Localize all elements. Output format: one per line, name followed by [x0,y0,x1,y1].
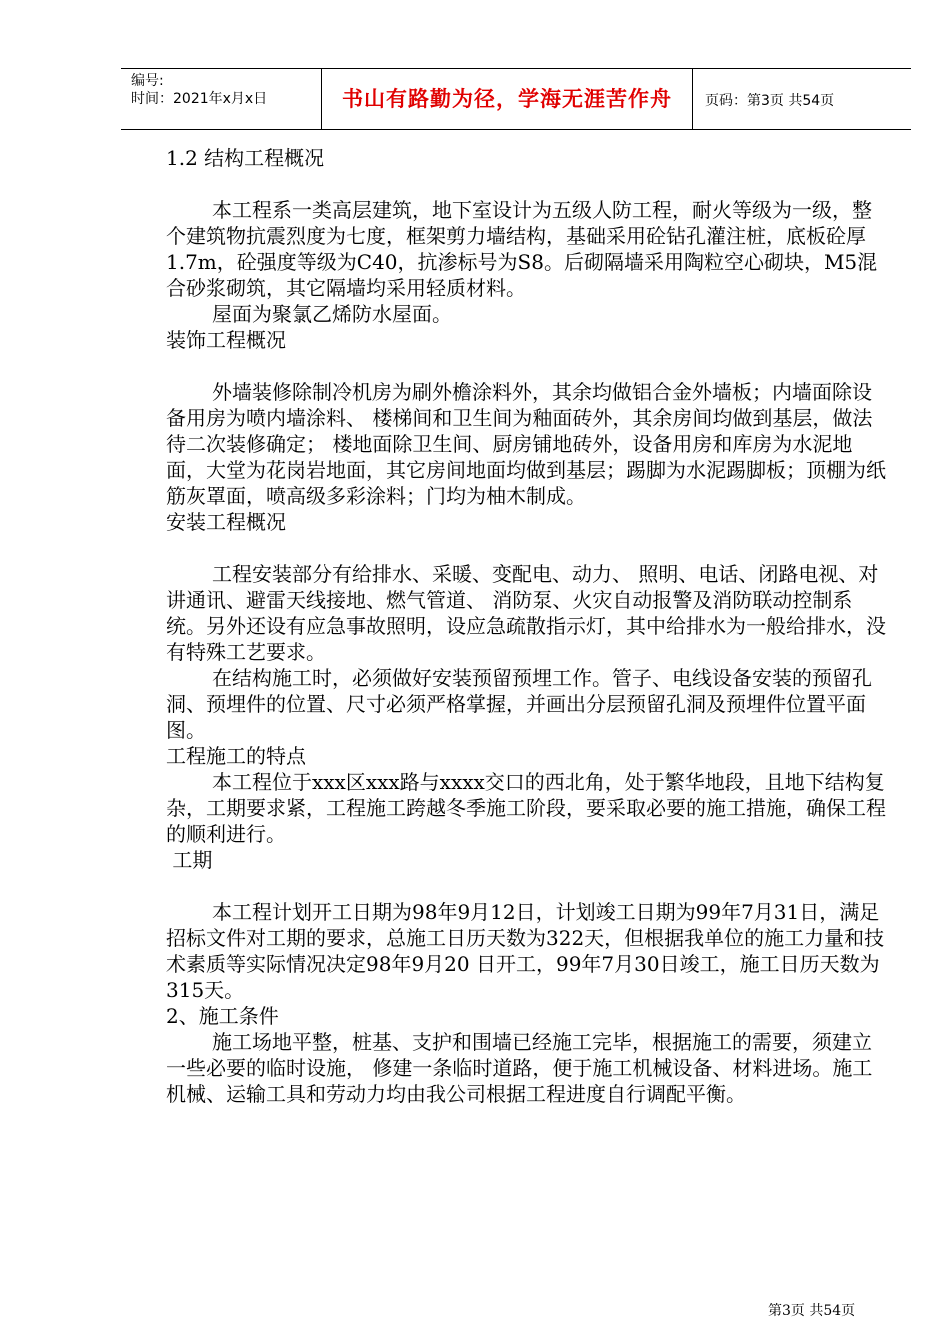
header-motto: 书山有路勤为径，学海无涯苦作舟 [342,87,672,111]
section-heading-installation: 安装工程概况 [166,510,286,534]
section-heading-structure: 1.2 结构工程概况 [166,146,325,170]
page-footer: 第3页 共54页 [768,1303,856,1319]
paragraph-conditions: 施工场地平整，桩基、支护和围墙已经施工完毕，根据施工的需要，须建立一些必要的临时设施， 修建一条临时道路，便于施工机械设备、材料进场。施工机械、运输工具和劳动力均由我公司根据工程进度自行调配平衡。 [166,1030,873,1106]
header-page-cell [693,69,911,129]
paragraph-installation: 工程安装部分有给排水、采暖、变配电、动力、 照明、电话、闭路电视、对讲通讯、避雷天线接地、燃气管道、 消防泵、火灾自动报警及消防联动控制系统。另外还设有应急事故照明，设应急疏散指示灯，其中给排水为一般给排水，没有特殊工艺要求。 [166,562,886,664]
paragraph-schedule: 本工程计划开工日期为98年9月12日，计划竣工日期为99年7月31日，满足招标文件对工期的要求，总施工日历天数为322天，但根据我单位的施工力量和技术素质等实际情况决定98年9月20 日开工，99年7月30日竣工，施工日历天数为315天。 [166,900,885,1002]
section-heading-schedule: 工期 [166,848,213,872]
paragraph-decoration: 外墙装修除制冷机房为刷外檐涂料外，其余均做铝合金外墙板；内墙面除设备用房为喷内墙涂料、 楼梯间和卫生间为釉面砖外，其余房间均做到基层，做法待二次装修确定； 楼地面除卫生间、厨房铺地砖外，设备用房和库房为水泥地面，大堂为花岗岩地面，其它房间地面均做到基层；踢脚为水泥踢脚板；顶棚为纸筋灰罩面，喷高级多彩涂料；门均为柚木制成。 [166,380,886,508]
header-motto-cell [322,69,693,129]
page-header [121,68,911,130]
header-page-number: 页码：第3页 共54页 [705,93,835,109]
section-heading-conditions: 2、施工条件 [166,1004,279,1028]
paragraph-embedding: 在结构施工时，必须做好安装预留预埋工作。管子、电线设备安装的预留孔洞、预埋件的位置、尺寸必须严格掌握，并画出分层预留孔洞及预埋件位置平面图。 [166,666,872,742]
document-body [166,145,886,1107]
header-info-cell [121,69,322,129]
section-heading-features: 工程施工的特点 [166,744,306,768]
paragraph-roof: 屋面为聚氯乙烯防水屋面。 [212,302,452,326]
document-time-label: 时间：2021年x月x日 [131,91,268,107]
paragraph-features: 本工程位于xxx区xxx路与xxxx交口的西北角，处于繁华地段，且地下结构复杂，工期要求紧，工程施工跨越冬季施工阶段，要采取必要的施工措施，确保工程的顺利进行。 [166,770,886,846]
section-heading-decoration: 装饰工程概况 [166,328,286,352]
document-number-label: 编号: [131,73,164,89]
paragraph-structure-overview: 本工程系一类高层建筑，地下室设计为五级人防工程，耐火等级为一级，整个建筑物抗震烈度为七度，框架剪力墙结构，基础采用砼钻孔灌注桩，底板砼厚1.7m，砼强度等级为C40，抗渗标号为S8。后砌隔墙采用陶粒空心砌块，M5混合砂浆砌筑，其它隔墙均采用轻质材料。 [166,198,878,300]
